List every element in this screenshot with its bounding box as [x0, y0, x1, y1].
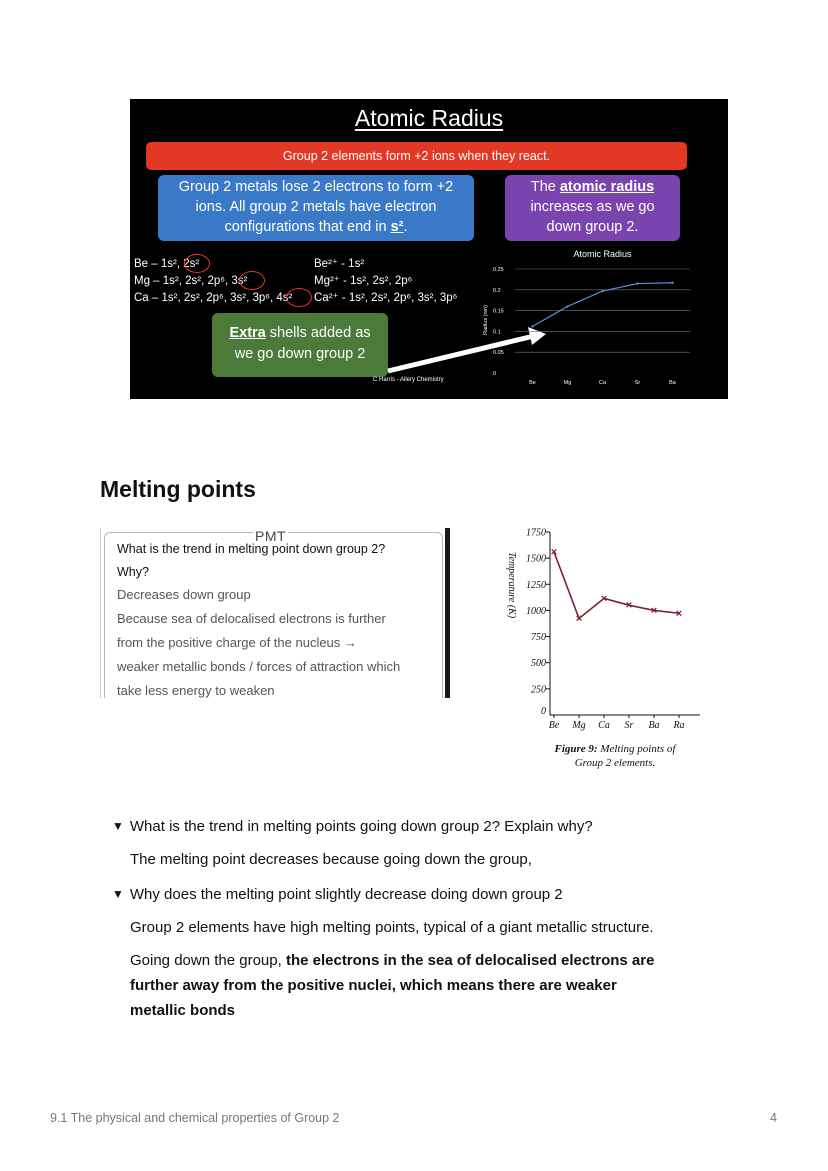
- data-point-marker: ×: [600, 592, 608, 605]
- line3-suffix: .: [403, 219, 408, 235]
- atomic-radius-line2: increases as we go: [530, 199, 655, 215]
- data-point-marker: ×: [575, 612, 583, 625]
- triangle-down-icon: ▼: [112, 819, 124, 833]
- line3-prefix: configurations that end in: [224, 219, 391, 235]
- x-tick-label: Mg: [563, 380, 572, 386]
- x-tick-label: Ra: [673, 720, 685, 731]
- extra-shells-line2: we go down group 2: [234, 346, 366, 362]
- extra-suffix: shells added as: [265, 325, 371, 341]
- data-point: [636, 282, 638, 284]
- footer-title: 9.1 The physical and chemical properties of Group 2: [50, 1111, 340, 1125]
- x-tick-label: Sr: [634, 380, 641, 386]
- caption-text: Melting points of: [597, 743, 676, 755]
- x-tick-label: Ba: [669, 380, 676, 386]
- line3-emph: s²: [390, 219, 404, 235]
- ion-config-be: Be²⁺ - 1s²: [314, 258, 365, 270]
- card-answer-line: Because sea of delocalised electrons is further: [117, 611, 386, 626]
- line1-emph: atomic radius: [559, 179, 655, 195]
- answer-2b-line2: [130, 973, 730, 998]
- y-tick-label: 0.05: [493, 350, 504, 357]
- toggle-question-1[interactable]: [112, 818, 593, 835]
- caption-line2: Group 2 elements.: [574, 757, 656, 769]
- data-point-marker: ×: [550, 546, 558, 559]
- card-answer-line: take less energy to weaken: [117, 683, 275, 698]
- electron-config-line1: Group 2 metals lose 2 electrons to form +2: [178, 179, 454, 195]
- y-tick-label: 0.25: [493, 267, 504, 273]
- figure-caption: [530, 742, 700, 770]
- answer-bold: metallic bonds: [130, 1002, 236, 1019]
- answer-bold: the electrons in the sea of delocalised electrons are: [285, 952, 655, 969]
- data-point: [671, 282, 673, 284]
- data-point: [531, 325, 533, 327]
- y-tick-label: 250: [531, 684, 546, 696]
- y-tick-label: 0: [493, 371, 497, 377]
- toggle-question-text: What is the trend in melting points going down group 2? Explain why?: [129, 818, 593, 835]
- pmt-logo: PMT: [255, 528, 287, 544]
- answer-2b-line1: [130, 948, 730, 973]
- y-tick-label: 1000: [526, 605, 546, 617]
- x-tick-label: Be: [529, 380, 536, 386]
- melting-point-chart: [500, 522, 730, 737]
- y-tick-label: 0: [541, 706, 546, 717]
- caption-label: Figure 9:: [554, 743, 598, 755]
- triangle-down-icon: ▼: [112, 887, 124, 901]
- data-point-marker: ×: [625, 599, 633, 612]
- flashcard: [100, 528, 452, 698]
- slide-credit: C Harris - Allery Chemistry: [373, 377, 444, 383]
- answer-prefix: Going down the group,: [130, 952, 286, 969]
- toggle-answer-1: The melting point decreases because going down the group,: [130, 851, 532, 868]
- ion-config-ca: Ca²⁺ - 1s², 2s², 2p⁶, 3s², 3p⁶: [314, 292, 458, 304]
- y-axis-label: Radius (nm): [483, 305, 489, 335]
- electron-config-line2: ions. All group 2 metals have electron: [195, 199, 437, 215]
- card-answer-line: from the positive charge of the nucleus →: [117, 635, 357, 650]
- y-tick-label: 0.15: [493, 308, 504, 315]
- slide-banner: Group 2 elements form +2 ions when they react.: [146, 142, 687, 170]
- mini-chart-title: Atomic Radius: [573, 249, 632, 259]
- config-mg: Mg – 1s², 2s², 2p⁶, 3s²: [134, 275, 248, 287]
- slide-title: Atomic Radius: [354, 105, 504, 131]
- card-question-why: Why?: [117, 565, 149, 579]
- y-tick-label: 1500: [526, 553, 546, 565]
- y-axis-label: Temperature (K): [506, 552, 517, 619]
- atomic-radius-chart: [475, 247, 705, 395]
- flashcard-body: [104, 528, 443, 698]
- series-line: [533, 283, 673, 327]
- data-point-marker: ×: [650, 604, 658, 617]
- config-be: Be – 1s², 2s²: [134, 258, 200, 270]
- x-tick-label: Mg: [572, 720, 586, 731]
- ion-config-mg: Mg²⁺ - 1s², 2s², 2p⁶: [314, 275, 413, 287]
- y-tick-label: 500: [531, 658, 546, 670]
- y-tick-label: 0.2: [493, 287, 501, 294]
- x-tick-label: Sr: [624, 720, 634, 731]
- answer-2b-line3: [130, 998, 730, 1023]
- card-question: What is the trend in melting point down group 2?: [117, 542, 386, 556]
- card-answer-line: Decreases down group: [117, 587, 251, 602]
- series-line: [554, 552, 679, 619]
- toggle-answer-2b: [130, 948, 730, 1023]
- atomic-radius-line3: down group 2.: [546, 219, 639, 235]
- y-tick-label: 1750: [526, 527, 546, 539]
- caption-line1: [530, 742, 700, 756]
- data-point: [566, 305, 568, 307]
- card-answer-line: weaker metallic bonds / forces of attraction which: [117, 659, 401, 674]
- x-tick-label: Ba: [648, 720, 660, 731]
- card-divider-bar: [445, 528, 450, 698]
- line1-prefix: The: [530, 179, 560, 195]
- toggle-answer-2a: Group 2 elements have high melting points, typical of a giant metallic structure.: [130, 919, 654, 936]
- x-tick-label: Ca: [598, 720, 610, 731]
- toggle-question-text: Why does the melting point slightly decrease doing down group 2: [129, 886, 563, 903]
- data-point-marker: ×: [675, 607, 683, 620]
- toggle-question-2[interactable]: [112, 886, 563, 903]
- x-tick-label: Ca: [598, 380, 607, 386]
- config-ca: Ca – 1s², 2s², 2p⁶, 3s², 3p⁶, 4s²: [134, 292, 293, 304]
- y-tick-label: 750: [531, 632, 546, 644]
- page-number: 4: [770, 1111, 777, 1125]
- card-edge: [100, 528, 101, 698]
- section-heading: Melting points: [100, 476, 256, 502]
- extra-emph: Extra: [229, 325, 266, 341]
- atomic-radius-slide: [130, 99, 728, 399]
- data-point: [601, 290, 603, 292]
- x-tick-label: Be: [548, 720, 560, 731]
- y-tick-label: 0.1: [493, 329, 501, 336]
- answer-bold: further away from the positive nuclei, which means there are weaker: [130, 977, 617, 994]
- y-tick-label: 1250: [526, 579, 546, 591]
